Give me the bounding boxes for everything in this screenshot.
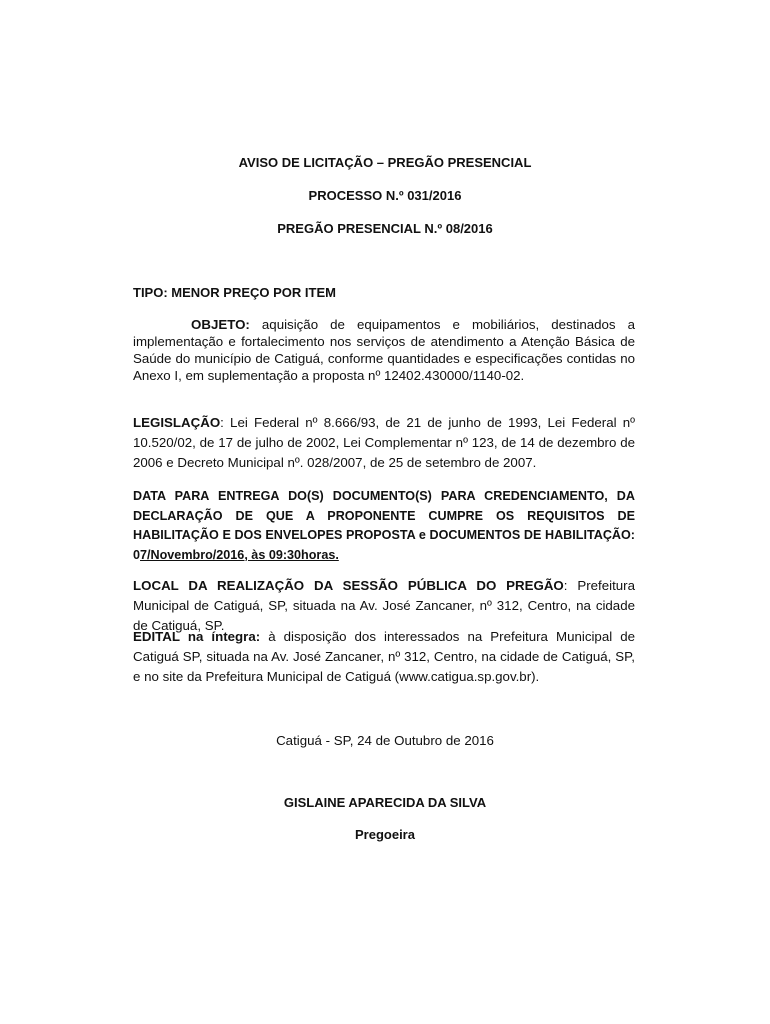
data-entrega-text: DATA PARA ENTREGA DO(S) DOCUMENTO(S) PARA CREDENCIAMENTO, DA DECLARAÇÃO DE QUE A PROPONENTE CUMPRE OS REQUISITOS DE HABILITAÇÃO E DOS ENVELOPES PROPOSTA e DOCUMENTOS DE HABILITAÇÃO: 0 xyxy=(133,489,635,562)
signatory-name: GISLAINE APARECIDA DA SILVA xyxy=(283,795,487,810)
data-entrega-date: 7/Novembro/2016, às 09:30horas. xyxy=(140,547,339,562)
edital-label: EDITAL na íntegra: xyxy=(133,629,261,644)
legislacao-paragraph xyxy=(133,413,635,473)
notice-title: AVISO DE LICITAÇÃO – PREGÃO PRESENCIAL xyxy=(238,155,532,170)
pregao-number: PREGÃO PRESENCIAL N.º 08/2016 xyxy=(277,221,493,236)
local-label: LOCAL DA REALIZAÇÃO DA SESSÃO PÚBLICA DO PREGÃO xyxy=(133,578,564,593)
legislacao-text: : Lei Federal nº 8.666/93, de 21 de junho de 1993, Lei Federal nº 10.520/02, de 17 de julho de 2002, Lei Complementar nº 123, de 14 de dezembro de 2006 e Decreto Municipal nº. 028/2007, de 25 de setembro de 2007. xyxy=(133,415,635,470)
objeto-paragraph xyxy=(133,316,635,384)
edital-paragraph xyxy=(133,627,635,687)
signatory-role: Pregoeira xyxy=(355,827,415,842)
tipo-line: TIPO: MENOR PREÇO POR ITEM xyxy=(133,285,336,300)
data-entrega-paragraph xyxy=(133,487,635,565)
legislacao-label: LEGISLAÇÃO xyxy=(133,415,221,430)
edital-text: à disposição dos interessados na Prefeitura Municipal de Catiguá SP, situada na Av. José Zancaner, nº 312, Centro, na cidade de Catiguá, SP, e no site da Prefeitura Municipal de Catiguá (www.catigua.sp.gov.br). xyxy=(133,629,636,684)
objeto-label: OBJETO: xyxy=(191,317,250,332)
local-text: : Prefeitura Municipal de Catiguá, SP, situada na Av. José Zancaner, nº 312, Centro, na cidade de Catiguá, SP. xyxy=(133,578,635,633)
process-number: PROCESSO N.º 031/2016 xyxy=(308,188,462,203)
place-date: Catiguá - SP, 24 de Outubro de 2016 xyxy=(276,733,494,748)
objeto-text: aquisição de equipamentos e mobiliários, destinados a implementação e fortalecimento nos serviços de atendimento a Atenção Básica de Saúde do município de Catiguá, conforme quantidades e especificações contidas no Anexo I, em suplementação a proposta nº 12402.430000/1140-02. xyxy=(133,317,635,383)
